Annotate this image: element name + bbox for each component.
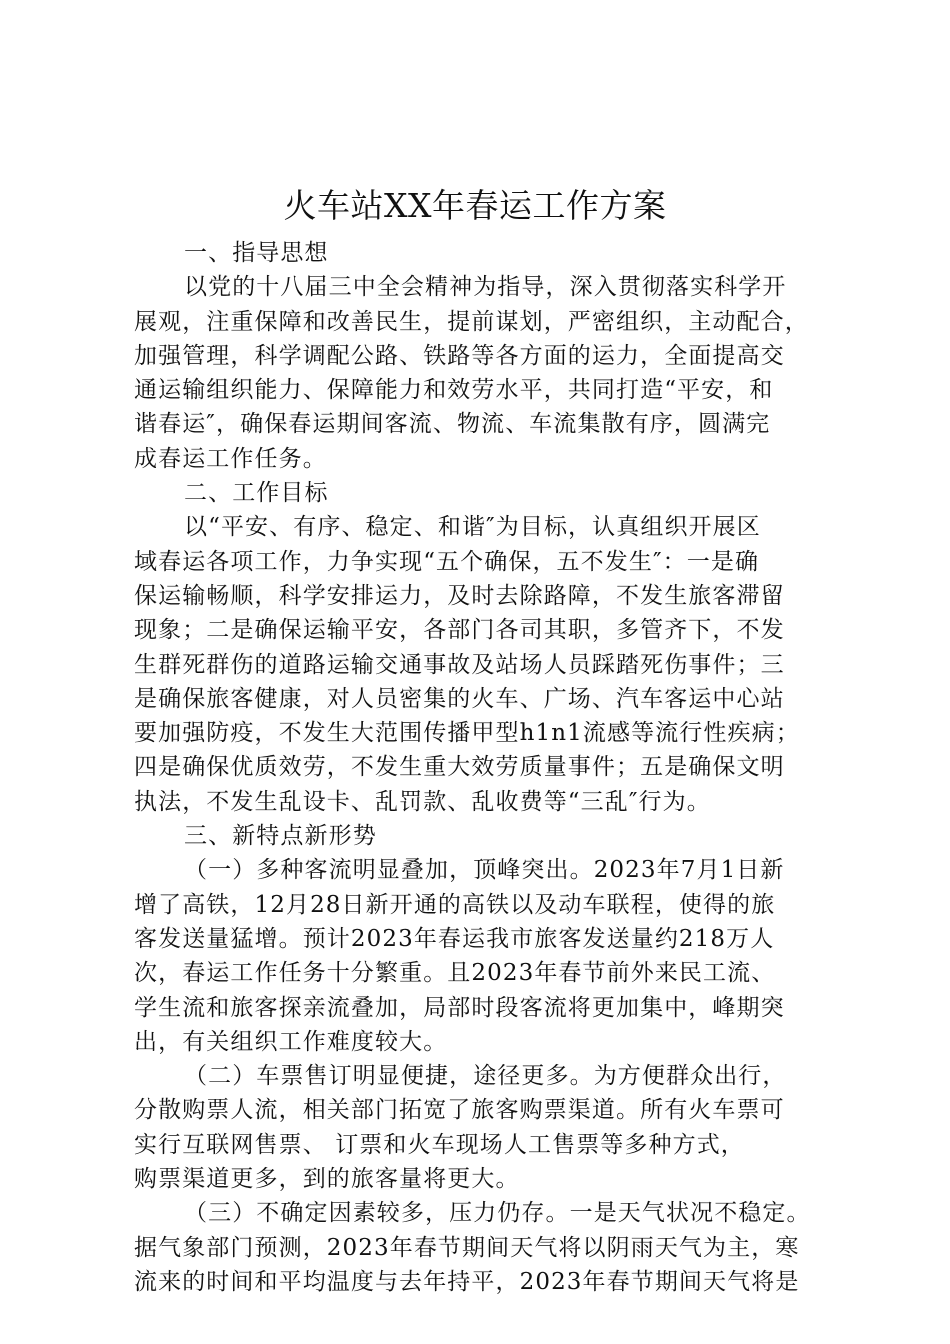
body-line: 以党的十八届三中全会精神为指导，深入贯彻落实科学开 [184,274,787,301]
body-line: （一）多种客流明显叠加，顶峰突出。2023年7月1日新 [184,857,785,884]
document-title: 火车站XX年春运工作方案 [283,186,667,225]
body-line: 分散购票人流，相关部门拓宽了旅客购票渠道。所有火车票可 [134,1097,785,1124]
body-line: 域春运各项工作，力争实现“五个确保，五不发生″：一是确 [134,548,760,575]
body-line: 三、新特点新形势 [184,823,377,850]
body-line: 是确保旅客健康，对人员密集的火车、广场、汽车客运中心站 [134,685,785,712]
body-line: 四是确保优质效劳，不发生重大效劳质量事件；五是确保文明 [134,754,785,781]
body-line: 客发送量猛增。预计2023年春运我市旅客发送量约218万人 [134,925,775,952]
body-line: 展观，注重保障和改善民生，提前谋划，严密组织，主动配合， [134,308,809,335]
body-line: 一、指导思想 [184,240,329,266]
body-line: 要加强防疫，不发生大范围传播甲型h1n1流感等流行性疾病； [134,720,800,747]
body-line: 据气象部门预测，2023年春节期间天气将以阴雨天气为主，寒 [134,1234,800,1261]
body-line: 出，有关组织工作难度较大。 [134,1028,448,1055]
body-line: 流来的时间和平均温度与去年持平，2023年春节期间天气将是 [134,1268,800,1295]
body-line: 成春运工作任务。 [134,445,327,472]
body-line: 购票渠道更多，到的旅客量将更大。 [134,1166,520,1193]
body-line: 加强管理，科学调配公路、铁路等各方面的运力，全面提高交 [134,342,785,369]
body-line: 次，春运工作任务十分繁重。且2023年春节前外来民工流、 [134,960,776,987]
body-line: 二、工作目标 [184,480,329,507]
body-line: 执法，不发生乱设卡、乱罚款、乱收费等“三乱″行为。 [134,788,711,815]
body-line: （三）不确定因素较多，压力仍存。一是天气状况不稳定。 [184,1200,811,1227]
document-body [134,236,834,1299]
body-line: （二）车票售订明显便捷，途径更多。为方便群众出行， [184,1063,787,1090]
body-line: 现象；二是确保运输平安，各部门各司其职，多管齐下，不发 [134,617,785,644]
body-line: 实行互联网售票、 订票和火车现场人工售票等多种方式， [134,1131,745,1158]
body-line: 学生流和旅客探亲流叠加，局部时段客流将更加集中，峰期突 [134,994,785,1021]
body-line: 谐春运″，确保春运期间客流、物流、车流集散有序，圆满完 [134,411,771,438]
body-line: 生群死群伤的道路运输交通事故及站场人员踩踏死伤事件；三 [134,651,785,678]
body-line: 增了高铁，12月28日新开通的高铁以及动车联程，使得的旅 [134,891,776,918]
body-line: 通运输组织能力、保障能力和效劳水平，共同打造“平安，和 [134,377,774,404]
body-line: 以“平安、有序、稳定、和谐″为目标，认真组织开展区 [184,514,761,541]
body-line: 保运输畅顺，科学安排运力，及时去除路障，不发生旅客滞留 [134,582,785,609]
